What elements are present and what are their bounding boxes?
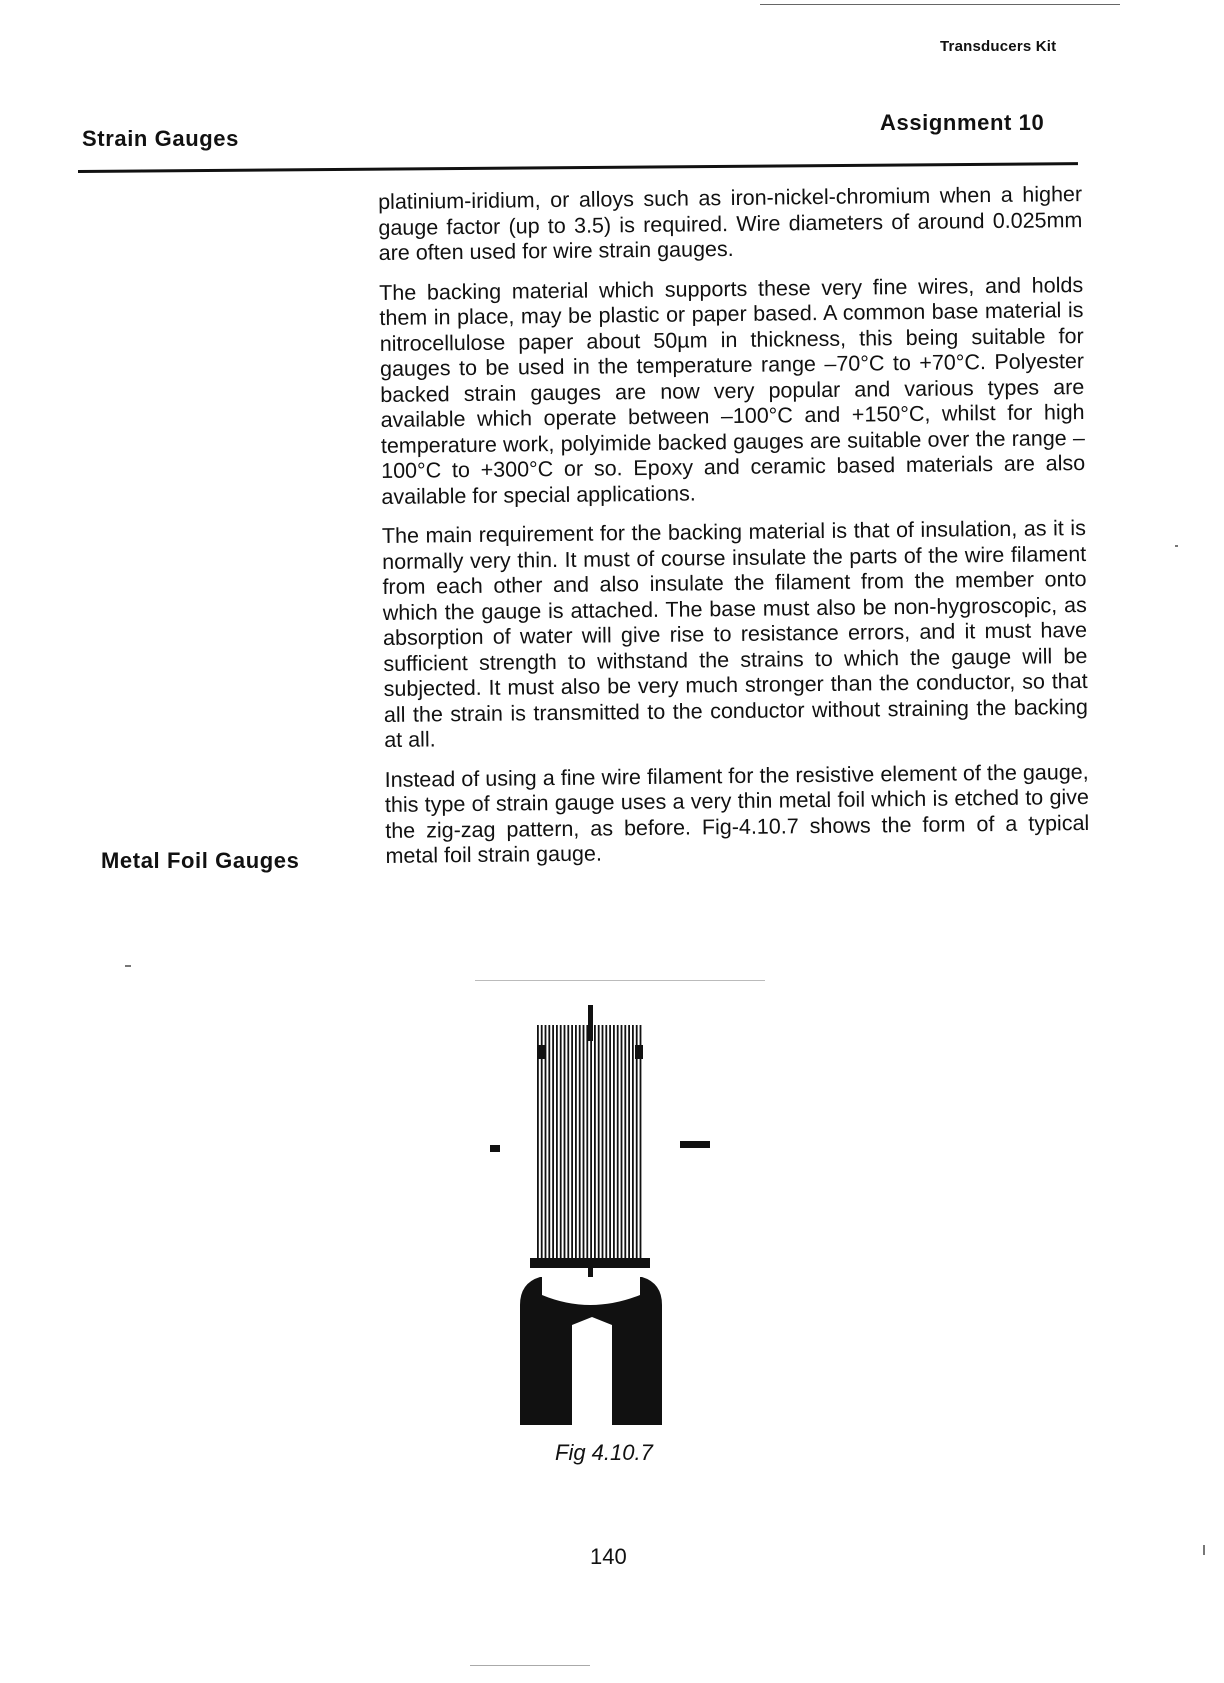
- figure-caption: Fig 4.10.7: [555, 1440, 653, 1465]
- foil-grid-line: [605, 1025, 607, 1268]
- foil-grid-line: [537, 1025, 539, 1268]
- foil-grid-line: [556, 1025, 558, 1268]
- scan-speck: [470, 1665, 590, 1666]
- foil-grid-line: [567, 1025, 569, 1268]
- foil-strain-gauge-drawing: [490, 1005, 750, 1425]
- foil-grid-line: [541, 1025, 543, 1268]
- right-alignment-mark: [680, 1141, 710, 1148]
- foil-grid-line: [586, 1025, 588, 1268]
- scan-speck: [1175, 545, 1178, 547]
- foil-grid-line: [579, 1025, 581, 1268]
- foil-grid-line: [590, 1025, 592, 1268]
- scan-speck: [475, 980, 765, 981]
- paragraph-wire-materials: platinium-iridium, or alloys such as iron-nickel-chromium when a higher gauge factor (up to 3.5) is required. Wire diameters of around 0.025mm are often used for wire strain gauges.: [378, 182, 1083, 265]
- foil-grid-line: [602, 1025, 604, 1268]
- top-edge-rule: [760, 4, 1120, 5]
- body-text: [378, 182, 1090, 883]
- paragraph-insulation-requirement: The main requirement for the backing material is that of insulation, as it is normally very thin. It must of course insulate the parts of the wire filament from each other and also insulate the filament from the member onto which the gauge is attached. The base must also be non-hygroscopic, as absorption of water will give rise to resistance errors, and it must have sufficient strength to withstand the strains to which the gauge will be subjected. It must also be very much stronger than the conductor, so that all the strain is transmitted to the conductor without straining the backing at all.: [381, 515, 1089, 752]
- foil-grid-line: [560, 1025, 562, 1268]
- scan-speck: [125, 965, 131, 967]
- grid-end-tab: [635, 1045, 643, 1059]
- assignment-label: Assignment 10: [880, 110, 1045, 135]
- top-center-mark: [588, 1005, 593, 1041]
- foil-grid-line: [613, 1025, 615, 1268]
- foil-grid-line: [583, 1025, 585, 1268]
- foil-grid-line: [548, 1025, 550, 1268]
- foil-grid-line: [617, 1025, 619, 1268]
- section-title: Strain Gauges: [82, 126, 239, 151]
- foil-grid-line: [552, 1025, 554, 1268]
- paragraph-metal-foil: Instead of using a fine wire filament for the resistive element of the gauge, this type of strain gauge uses a very thin metal foil which is etched to give the zig-zag pattern, as before. Fig-4.10.7 shows the form of a typical metal foil strain gauge.: [384, 759, 1090, 868]
- scan-speck: [1203, 1545, 1205, 1555]
- foil-grid-line: [640, 1025, 642, 1268]
- foil-grid-line: [632, 1025, 634, 1268]
- kit-title: Transducers Kit: [940, 38, 1057, 55]
- grid-end-tab: [537, 1045, 545, 1059]
- foil-grid-line: [564, 1025, 566, 1268]
- left-alignment-mark: [490, 1145, 500, 1152]
- foil-grid-line: [545, 1025, 547, 1268]
- page-number: 140: [590, 1544, 627, 1569]
- foil-grid-line: [621, 1025, 623, 1268]
- side-heading-metal-foil-gauges: Metal Foil Gauges: [101, 848, 300, 873]
- foil-grid-line: [594, 1025, 596, 1268]
- foil-strain-gauge-figure: [490, 1005, 750, 1425]
- foil-grid-line: [624, 1025, 626, 1268]
- paragraph-backing-material: The backing material which supports these very fine wires, and holds them in place, may be plastic or paper based. A common base material is nitrocellulose paper about 50µm in thickness, this being suitable for gauges to be used in the temperature range –70°C to +70°C. Polyester backed strain gauges are now very popular and various types are available which operate between –100°C and +150°C, whilst for high temperature work, polyimide backed gauges are suitable over the range –100°C to +300°C or so. Epoxy and ceramic based materials are also available for special applications.: [379, 272, 1086, 509]
- foil-grid-line: [628, 1025, 630, 1268]
- header-divider: [78, 162, 1078, 173]
- foil-grid-line: [598, 1025, 600, 1268]
- foil-grid-line: [636, 1025, 638, 1268]
- foil-grid-lines: [537, 1025, 641, 1268]
- bottom-bar: [530, 1258, 650, 1268]
- foil-grid-line: [609, 1025, 611, 1268]
- foil-grid-line: [571, 1025, 573, 1268]
- foil-grid-line: [575, 1025, 577, 1268]
